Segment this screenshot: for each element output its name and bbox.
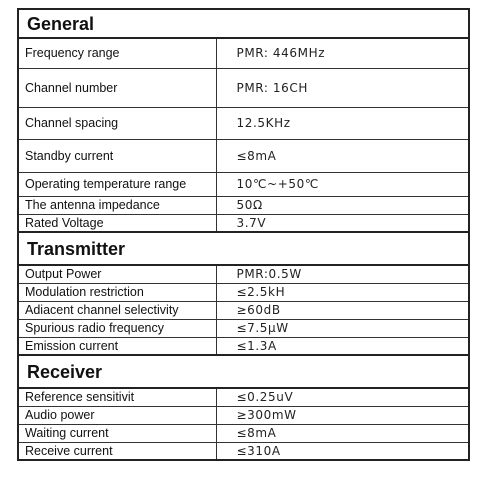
spec-value: ≤310A	[216, 442, 469, 460]
spec-value: 50Ω	[216, 196, 469, 214]
spec-value: 3.7V	[216, 214, 469, 232]
section-header-receiver	[18, 355, 469, 388]
spec-label: Waiting current	[18, 424, 216, 442]
spec-label: The antenna impedance	[18, 196, 216, 214]
spec-value: ≥300mW	[216, 406, 469, 424]
section-title: Transmitter	[18, 232, 469, 265]
spec-label: Operating temperature range	[18, 172, 216, 196]
spec-label: Adiacent channel selectivity	[18, 301, 216, 319]
spec-value: ≤8mA	[216, 424, 469, 442]
spec-row	[18, 214, 469, 232]
spec-label: Reference sensitivit	[18, 388, 216, 406]
spec-row	[18, 301, 469, 319]
spec-label: Receive current	[18, 442, 216, 460]
spec-value: ≤8mA	[216, 139, 469, 172]
spec-value: 10℃~+50℃	[216, 172, 469, 196]
section-title: General	[18, 9, 469, 38]
section-title: Receiver	[18, 355, 469, 388]
spec-sheet	[17, 8, 468, 461]
spec-label: Emission current	[18, 337, 216, 355]
spec-value: ≤1.3A	[216, 337, 469, 355]
spec-row	[18, 265, 469, 283]
spec-row	[18, 139, 469, 172]
spec-value: 12.5KHz	[216, 107, 469, 139]
spec-row	[18, 319, 469, 337]
spec-row	[18, 337, 469, 355]
spec-label: Audio power	[18, 406, 216, 424]
spec-row	[18, 172, 469, 196]
spec-label: Rated Voltage	[18, 214, 216, 232]
spec-value: PMR: 446MHz	[216, 38, 469, 68]
spec-row	[18, 424, 469, 442]
spec-row	[18, 38, 469, 68]
section-header-transmitter	[18, 232, 469, 265]
spec-row	[18, 442, 469, 460]
spec-row	[18, 388, 469, 406]
spec-label: Output Power	[18, 265, 216, 283]
spec-value: PMR:0.5W	[216, 265, 469, 283]
spec-row	[18, 406, 469, 424]
spec-label: Frequency range	[18, 38, 216, 68]
spec-row	[18, 107, 469, 139]
spec-value: ≤2.5kH	[216, 283, 469, 301]
section-header-general	[18, 9, 469, 38]
spec-value: ≤0.25uV	[216, 388, 469, 406]
spec-label: Channel number	[18, 68, 216, 107]
spec-row	[18, 196, 469, 214]
spec-label: Channel spacing	[18, 107, 216, 139]
spec-label: Spurious radio frequency	[18, 319, 216, 337]
spec-value: ≥60dB	[216, 301, 469, 319]
spec-row	[18, 68, 469, 107]
spec-table	[17, 8, 470, 461]
spec-value: ≤7.5μW	[216, 319, 469, 337]
spec-label: Modulation restriction	[18, 283, 216, 301]
spec-value: PMR: 16CH	[216, 68, 469, 107]
spec-row	[18, 283, 469, 301]
spec-label: Standby current	[18, 139, 216, 172]
